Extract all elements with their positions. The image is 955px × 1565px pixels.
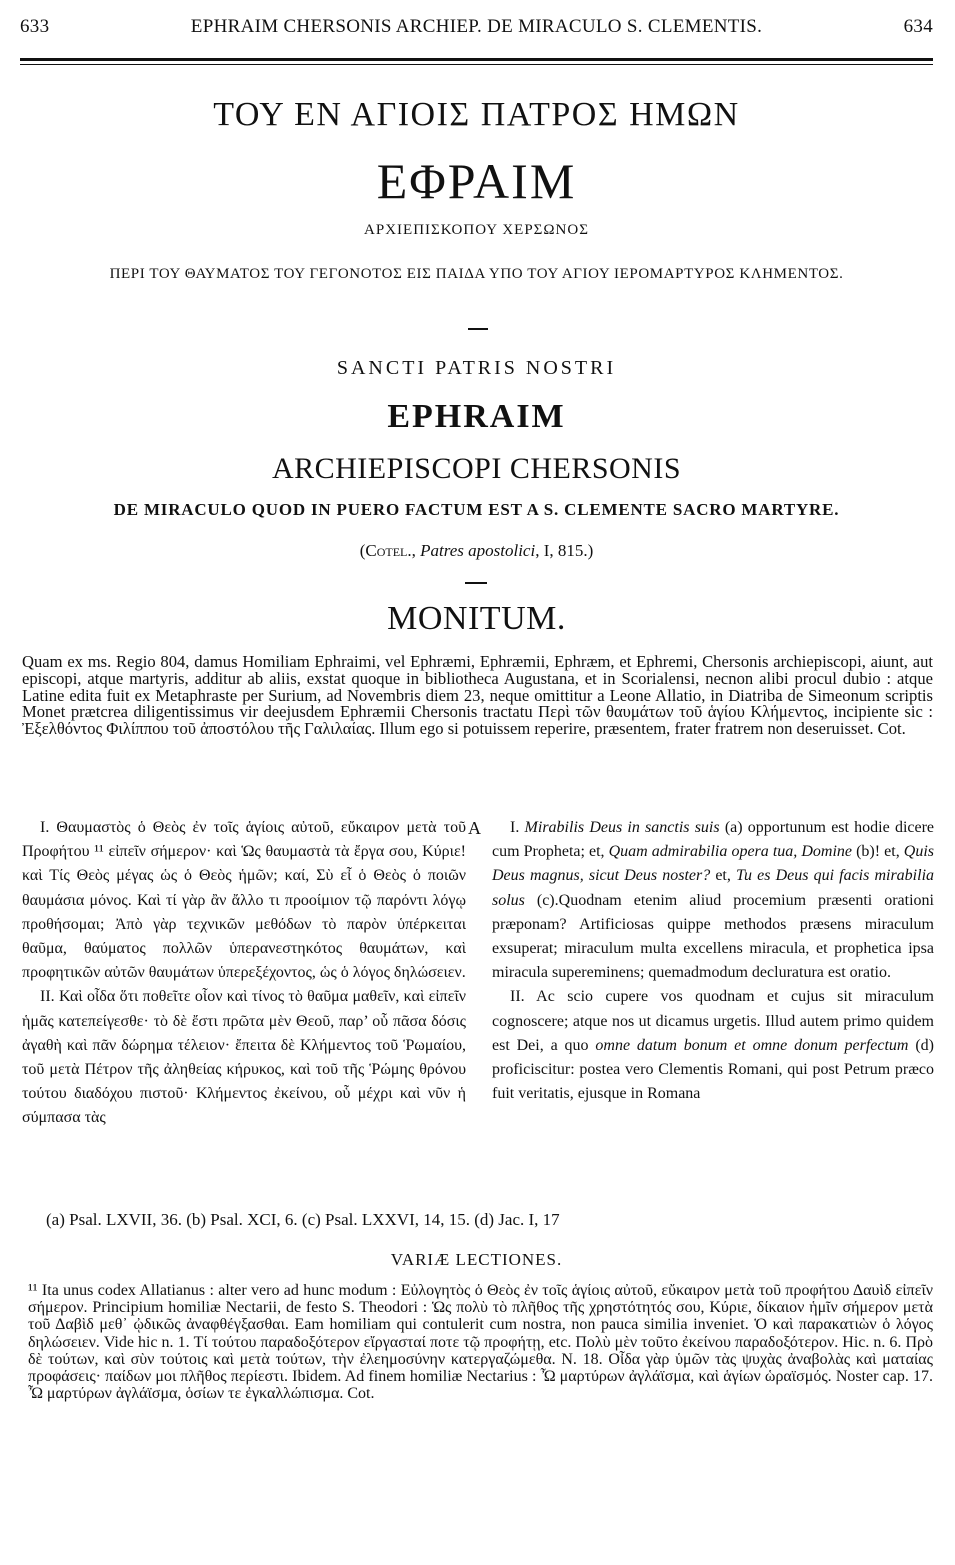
latin-paragraph-1 <box>492 816 934 985</box>
monitum-heading: MONITUM. <box>387 600 566 637</box>
source-work: Patres apostolici <box>420 541 536 560</box>
source-citation <box>20 541 933 561</box>
greek-title-line1: ΤΟΥ ΕΝ ΑΓΙΟΙΣ ΠΑΤΡΟΣ ΗΜΩΝ <box>213 96 740 133</box>
greek-paragraph-2: II. Καὶ οἶδα ὅτι ποθεῖτε οἷον καὶ τίνος τὸ θαῦμα μαθεῖν, καὶ εἰπεῖν ἡμᾶς κατεπείγεσθε· τὸ δὲ ἔστι πρῶτα μὲν Θεοῦ, παρ’ οὗ πᾶσα δόσις ἀγαθὴ καὶ πᾶν δώρημα τέλειον· ἔπειτα δὲ Κλήμεντος τοῦ Ῥωμαίου, τοῦ μετὰ Πέτρον τῆς ἀληθείας κήρυκος, καὶ τοῦ τῆς Ῥώμης θρόνου τούτου διαδόχου πιστοῦ· Κλήμεντος ἐκείνου, οὗ μέχρι καὶ νῦν ἡ σύμπασα τὰς <box>22 988 466 1127</box>
running-title: EPHRAIM CHERSONIS ARCHIEP. DE MIRACULO S. CLEMENTIS. <box>190 16 763 37</box>
running-head <box>20 16 933 44</box>
footnotes: (a) Psal. LXVII, 36. (b) Psal. XCI, 6. (c) Psal. LXXVI, 14, 15. (d) Jac. I, 17 <box>46 1210 560 1229</box>
latin-p2-text2: (d) proficiscitur: postea vero Clementis Romani, qui post Petrum præco fuit veritatis, ejusque in Romana <box>492 1036 934 1103</box>
source-open: ( <box>359 541 366 560</box>
latin-title-line3: ARCHIEPISCOPI CHERSONIS <box>271 452 682 485</box>
latin-paragraph-2 <box>492 985 934 1106</box>
greek-title-line3: ΑΡΧΙΕΠΙΣΚΟΠΟΥ ΧΕΡΣΩΝΟΣ <box>364 222 589 238</box>
latin-p1-text4: (c).Quodnam etenim aliud procemium præsenti orationi præponam? Artificiosas quippe methodos præsens miraculum exsuperat; miraculum multa excellens miracula, et prophetica ipsa miracula supereminens; quemadmodum decluratura est oratio. <box>492 891 934 982</box>
greek-paragraph-1: I. Θαυμαστὸς ὁ Θεὸς ἐν τοῖς ἁγίοις αὐτοῦ, εὔκαιρον μετὰ τοῦ Προφήτου ¹¹ εἰπεῖν σήμερον· καὶ Ὡς θαυμαστὰ τὰ ἔργα σου, Κύριε! καὶ Τίς Θεὸς μέγας ὡς ὁ Θεὸς ἡμῶν; καί, Σὺ εἶ ὁ Θεὸς ὁ ποιῶν θαυμάσια μόνος. Καὶ τί γὰρ ἂν ἄλλο τι προοίμιον τῷ παρόντι λόγῳ προθήσομαι; Ἀπὸ γὰρ τεχνικῶν μεθόδων τὸ παρὸν ὑπέρκειται θαῦμα, θαύματος πολλῶν ὑπερανεστηκότος θαυμάτων, καὶ προφητικῶν αὐτῶν θαυμάτων ὑπερεξέχοντος, ὡς ὁ λόγος δηλώσειεν. <box>22 819 466 982</box>
latin-p1-quote4: Tu es Deus qui facis mirabilia solus <box>492 867 935 909</box>
latin-title-subject: DE MIRACULO QUOD IN PUERO FACTUM EST A S. CLEMENTE SACRO MARTYRE. <box>113 500 840 519</box>
title-divider <box>468 328 488 330</box>
monitum-divider <box>465 582 487 584</box>
monitum-text: Quam ex ms. Regio 804, damus Homiliam Ephraimi, vel Ephræmi, Ephræmii, Ephræm, et Ephremi, Chersonis archiepiscopi, aiunt, aut episcopi, atque martyris, additur ab aliis, exstat quoque in bibliotheca Augustana, et in Scorialensi, necnon alibi procul dubio : atque Latine edita fuit ex Metaphraste per Surium, ad Novembris diem 23, neque omittitur a Leone Allatio, in Diatriba de Simeonum scriptis Monet prætcrea diligentissimus vir deejusdem Ephræmii Chersonis tractatu Περὶ τῶν θαυμάτων τοῦ ἁγίου Κλήμεντος, incipiente sic : Ἐξελθόντος Φιλίππου τοῦ ἀποστόλου τῆς Γαλιλαίας. Illum ego si potuissem reperire, præsentem, frater fratrem non deseruisset. Cot. <box>22 652 933 739</box>
latin-p1-quote1: Mirabilis Deus in sanctis suis <box>524 819 720 836</box>
greek-title-subject: ΠΕΡΙ ΤΟΥ ΘΑΥΜΑΤΟΣ ΤΟΥ ΓΕΓΟΝΟΤΟΣ ΕΙΣ ΠΑΙΔΑ ΥΠΟ ΤΟΥ ΑΓΙΟΥ ΙΕΡΟΜΑΡΤΥΡΟΣ ΚΛΗΜΕΝΤΟΣ. <box>109 266 844 282</box>
latin-title-name: EPHRAIM <box>387 398 566 435</box>
header-rule-thin <box>20 64 933 65</box>
latin-p1-quote2: Quam admirabilia opera tua, Domine <box>608 843 853 861</box>
variae-text: ¹¹ Ita unus codex Allatianus : alter vero ad hunc modum : Εὐλογητὸς ὁ Θεὸς ἐν τοῖς ἁγίοις αὐτοῦ, εὔκαιρον μετὰ τοῦ προφήτου Δαυὶδ εἰπεῖν σήμερον. Principium homiliæ Nectarii, de festo S. Theodori : Ὡς πολὺ τὸ πλῆθος τῆς χρηστότητός σου, Κύριε, δίκαιον ἡμῖν σήμερον μετὰ τοῦ Δαβὶδ μεθ᾽ ᾠδικῶς ἀναφθέγξασθαι. Eam homiliam qui contulerit cum nostra, non pauca similia inveniet. Ὁ καὶ παρακατιὼν ὁ λόγος δηλώσειεν. Vide hic n. 1. Τί τούτου παραδοξότερον εἴργασταί ποτε τῷ προφήτῃ, etc. Πολὺ μὲν τοῦτο ἐκείνου παραδοξότερον. Hic. n. 6. Πρὸ δὲ τούτων, καὶ σὺν τούτοις καὶ μετὰ τούτων, τὴν ἐλεημοσύνην κατεργαζώμεθα. N. 18. Οἶδα γὰρ ὑμῶν τὰς ψυχὰς ἀναβολὰς καὶ ματαίας προφάσεις· παίδων μοι πλῆθος περίεστι. Ibidem. Ad finem homiliæ Nectarius : Ὦ μαρτύρων ἀγλάϊσμα, καὶ ἁγίων ὡραϊσμός. Noster cap. 17. Ὦ μαρτύρων ἀγλάϊσμα, ὁσίων τε ἐγκαλλώπισμα. Cot. <box>28 1282 933 1403</box>
source-ref: , I, 815.) <box>535 541 594 560</box>
page-number-right: 634 <box>903 16 933 37</box>
header-rule-thick <box>20 58 933 61</box>
latin-p1-num: I. <box>510 819 525 836</box>
greek-column <box>22 816 466 1131</box>
latin-column <box>492 816 934 1106</box>
latin-p2-text1: II. Ac scio cupere vos quodnam et cujus sit miraculum cognoscere; atque nos ut dicamus urgetis. Illud autem primo quidem est Dei, a quo <box>492 988 934 1054</box>
latin-p1-quote3: Quis Deus magnus, sicut Deus noster? <box>492 843 934 885</box>
latin-p1-text1: (a) opportunum est hodie dicere cum Propheta; et, <box>492 819 935 861</box>
greek-title-name: ΕΦΡΑΙΜ <box>376 153 577 209</box>
source-sep: , <box>411 541 421 560</box>
latin-p1-text3: et, <box>710 867 736 885</box>
variae-heading: VARIÆ LECTIONES. <box>390 1250 563 1269</box>
page-number-left: 633 <box>20 16 50 37</box>
latin-p1-text2: (b)! et, <box>852 843 904 861</box>
latin-title-line1: SANCTI PATRIS NOSTRI <box>336 357 617 379</box>
latin-p2-quote: omne datum bonum et omne donum perfectum <box>595 1036 909 1054</box>
source-author: Cotel. <box>365 541 412 560</box>
column-marker: A <box>468 818 481 838</box>
